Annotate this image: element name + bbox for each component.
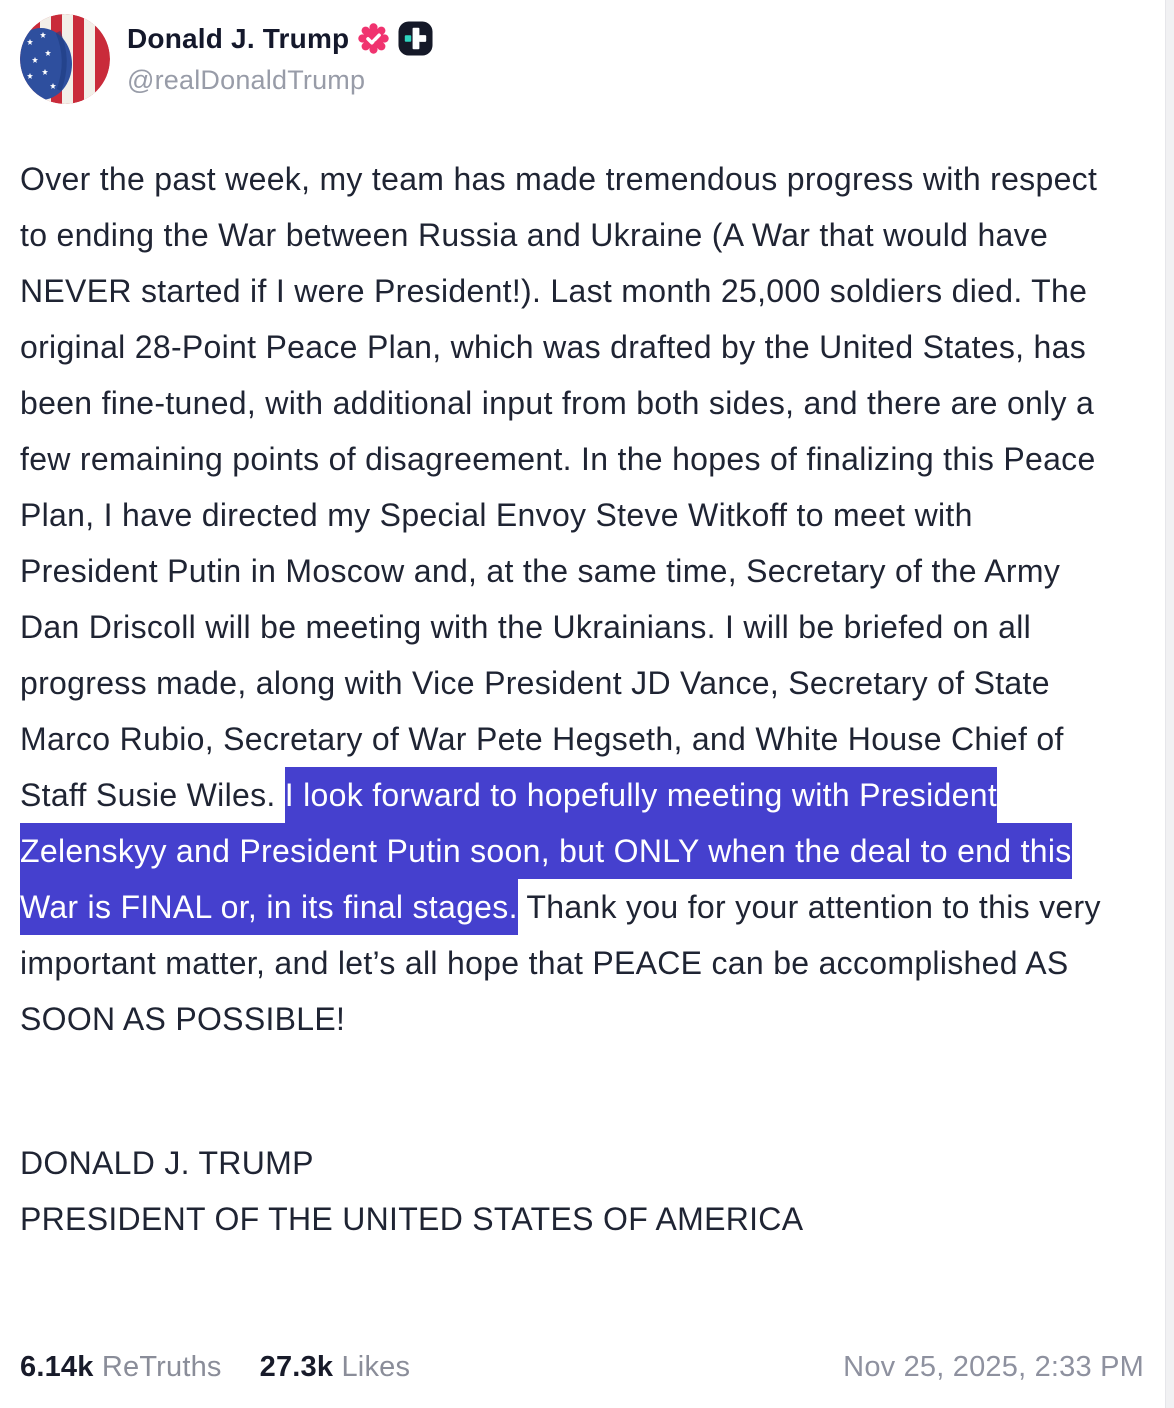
post-text xyxy=(0,151,1132,1047)
scrollbar[interactable] xyxy=(1165,0,1174,1408)
likes-stat[interactable] xyxy=(260,1351,411,1384)
author-identity xyxy=(127,14,433,96)
post-header xyxy=(0,0,1174,104)
post-text-before-highlight: Over the past week, my team has made tremendous progress with respect to ending the War between Russia and Ukraine (A War that would have NEVER started if I were President!). Last month 25,000 soldiers died. The original 28-Point Peace Plan, which was drafted by the United States, has been fine-tuned, with additional input from both sides, and there are only a few remaining points of disagreement. In the hopes of finalizing this Peace Plan, I have directed my Special Envoy Steve Witkoff to meet with President Putin in Moscow and, at the same time, Secretary of the Army Dan Driscoll will be meeting with the Ukrainians. I will be briefed on all progress made, along with Vice President JD Vance, Secretary of State Marco Rubio, Secretary of War Pete Hegseth, and White House Chief of Staff Susie Wiles. xyxy=(20,161,1098,813)
retruths-count: 6.14k xyxy=(20,1351,94,1383)
post-timestamp[interactable]: Nov 25, 2025, 2:33 PM xyxy=(843,1351,1144,1383)
truth-social-logo-icon xyxy=(398,21,433,56)
signature-title: PRESIDENT OF THE UNITED STATES OF AMERICA xyxy=(20,1201,804,1237)
author-display-name[interactable]: Donald J. Trump xyxy=(127,22,350,54)
post-footer xyxy=(0,1351,1174,1408)
retruths-stat[interactable] xyxy=(20,1351,222,1384)
signature-name: DONALD J. TRUMP xyxy=(20,1145,314,1181)
flag-face-avatar-image xyxy=(20,91,110,104)
likes-label: Likes xyxy=(341,1351,411,1383)
likes-count: 27.3k xyxy=(259,1351,334,1383)
retruths-label: ReTruths xyxy=(101,1351,222,1383)
verified-badge-icon xyxy=(358,23,389,54)
avatar[interactable] xyxy=(20,14,110,104)
post-signature xyxy=(0,1135,1174,1247)
highlighted-text: I look forward to hopefully meeting with President Zelenskyy and President Putin soon, but ONLY when the deal to end this War is FINAL or, in its final stages. xyxy=(20,767,1072,935)
post-text-after-highlight: Thank you for your attention to this very important matter, and let’s all hope that PEACE can be accomplished AS SOON AS POSSIBLE! xyxy=(20,889,1101,1037)
author-handle[interactable]: @realDonaldTrump xyxy=(127,65,366,95)
